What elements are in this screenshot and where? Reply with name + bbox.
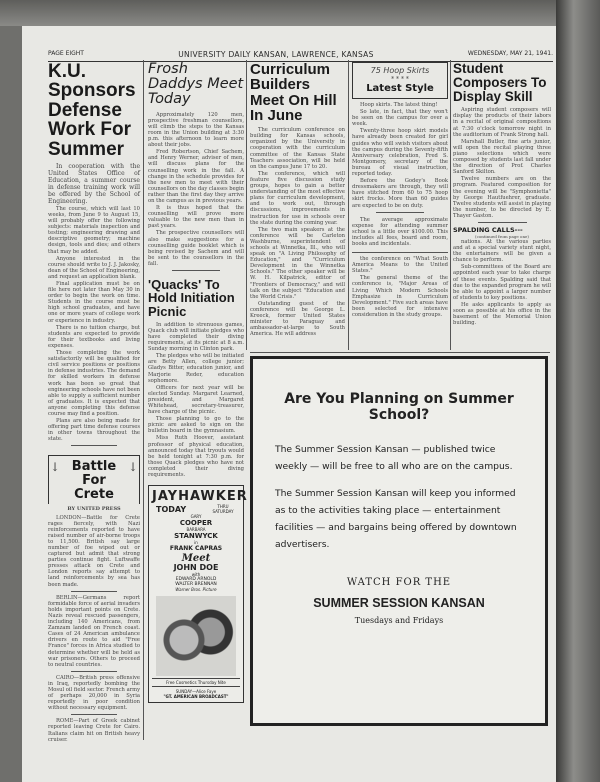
headline: Battle For Crete — [71, 459, 117, 503]
sunday-film-star: SUNDAY—Alice Faye — [175, 689, 217, 695]
ad-watch-label: WATCH FOR THE — [346, 577, 452, 588]
paragraph: Officers for next year will be elected Sunday. Margaret Learned, president, and Margaret Whitehead, secretary-treasurer, have charge of the picnic. — [148, 384, 244, 416]
paragraph: In cooperation with the United States Office of Education, a summer course in defense training work will be offered by the School of Engineering. — [48, 162, 140, 205]
article-defense-work — [48, 62, 140, 449]
headline: Latest Style — [366, 83, 434, 94]
continuation-note: (continued from page one) — [475, 233, 529, 239]
divider — [250, 352, 550, 353]
paragraph: Approximately 120 men, prospective freshman counsellors, will climb the steps to the Kansas room in the Union building at 3:30 p.m. this afternoon to learn more about their jobs. — [148, 111, 244, 149]
film-title: Meet — [181, 553, 211, 565]
paragraph: The course, which will last 10 weeks, from June 9 to August 15, will probably offer the following subjects: materials inspection and testing; engineering drawing and descriptive geometry; machine design, tools and dies; and others that may be added. — [48, 205, 140, 255]
paragraph: The general theme of the conference is, "Major Areas of Living Which Modern Schools Emphasize in Curriculum Development." Five such areas have been selected for intensive consideration in the study groups. — [352, 275, 448, 318]
column-2 — [148, 61, 248, 703]
column-1 — [48, 62, 140, 744]
headline: Frosh Daddys Meet Today — [148, 61, 244, 108]
paragraph: So late, in fact, that they won't be seen on the campus for over a week. — [352, 109, 448, 128]
star-name: STANWYCK — [174, 532, 218, 541]
in-label: in — [194, 540, 198, 546]
paragraph: The curriculum conference on building for Kansas schools, organized by the University in cooperation with the curriculum committee of the Kansas State Teachers association, will be held on the campus June 17 to 20. — [250, 127, 345, 170]
scan-border-right — [556, 0, 600, 782]
column-rule — [143, 60, 144, 740]
ad-title: Are You Planning on Summer School? — [284, 391, 514, 423]
paragraph: Those completing the work satisfactorily will be qualified for civil service positions or positions in defense industries. The demand for skilled workers in defense work has been so great that engineering schools have not been able to supply a sufficient number of graduates. It is expected that anyone completing this defense course may find a position. — [48, 350, 140, 417]
headline: 'Quacks' To Hold Initiation Picnic — [148, 277, 235, 319]
paragraph: The conference, which will feature five discussion study groups, hopes to gain a better understanding of the most effective plans for curriculum development, and to work out, through discussions, improvements in instruction for use in schools over the state during the coming year. — [250, 170, 345, 226]
headline: Student Composers To Display Skill — [453, 61, 547, 104]
page-number: PAGE EIGHT — [48, 50, 84, 57]
director: FRANK CAPRAS — [169, 545, 223, 553]
ad-paragraph: The Summer Session Kansan will keep you informed as to the activities taking place — entertainment facilities — and bargains being offered by downtown advertisers. — [275, 488, 517, 550]
costar: WALTER BRENNAN — [175, 582, 217, 588]
star-first-name: GARY — [190, 514, 202, 520]
paragraph: Twelve numbers are on the program. Featured composition for the evening will be "Symphonietta" by George Hautfuehrer, graduate. Twelve students will assist in playing the number, to be directed by E. Thayer Gaston. — [453, 176, 551, 219]
article-quacks-picnic — [148, 278, 244, 479]
star-first-name: BARBARA — [186, 527, 206, 533]
article-hoop-skirts — [352, 62, 448, 319]
paper-name: UNIVERSITY DAILY KANSAN, LAWRENCE, KANSAS — [178, 50, 374, 59]
arrow-down-icon: ↓ — [127, 460, 138, 475]
headline: SPALDING CALLS--- — [453, 225, 523, 234]
date-range: THRU SATURDAY — [212, 504, 234, 515]
paragraph: Anyone interested in the course should write to J. J. Jakosky, dean of the School of Engineering, and request an application blank. — [48, 255, 140, 280]
paragraph: The prospective counsellors will also make suggestions for a counselling guide booklet which is being revised by Sachem and will be sent to the counsellors in the fall. — [148, 230, 244, 267]
paragraph: Marshall Butler, fine arts junior, will open the recital playing three piano selections which were composed by students last fall under the direction of Prof. Charles Sanford Skilton. — [453, 138, 551, 176]
article-curriculum-builders — [250, 62, 345, 338]
costar: EDWARD ARNOLD — [175, 577, 217, 583]
paragraph: It is thus hoped that the counselling will prove more valuable to the new men than in past years. — [148, 205, 244, 230]
kicker: 75 Hoop Skirts — [370, 66, 430, 75]
star-name: COOPER — [179, 519, 213, 528]
paragraph: There is no tuition charge, but students are expected to provide for their textbooks and living expenses. — [48, 324, 140, 349]
paragraph: the conference on "What South America Means to the United States." — [352, 256, 448, 275]
promo: Free Cosmetics Thursday Nite — [152, 678, 240, 687]
paragraph: Final application must be on file here not later than May 30 in order to begin the work on time. Students in the course must be high school graduates, and have one or more years of college work or experience in industry. — [48, 281, 140, 324]
film-title: JOHN DOE — [173, 563, 219, 573]
paragraph: In addition to strenuous games, Quack club will initiate pledges who have completed their diving requirements, at its picnic at 8 a.m. Sunday morning in Clinton park. — [148, 321, 244, 353]
paragraph: BERLIN—Germans report formidable force of aerial invaders holds important points on Crete. Nazis reveal rescued passengers, including 140 Americans, from Zamzam landed on French coast. Cases of 24 American ambulance drivers en route to aid "Free France" forces in Africa studied to determine whether will be held as war prisoners. Others to proceed to neutral countries. — [48, 594, 140, 668]
paragraph: nations. At the various parties and at a special variety stunt night, the entertainers will be given a chance to perform. — [453, 238, 551, 264]
paragraph: The two main speakers at the conference will be Carleton Washburne, superintendent of schools at Winnetka, Ill., who will speak on "A Living Philosophy of Education," and "Curriculum Development in the Winnetka Schools." The other speaker will be W. H. Kilpatrick, editor of "Frontiers of Democracy," and will talk on the subject "Education and the World Crisis." — [250, 226, 345, 300]
scan-border-top — [0, 0, 600, 26]
summer-session-ad — [250, 356, 548, 726]
sunday-film: "GT. AMERICAN BROADCAST" — [163, 694, 229, 700]
paragraph: Hoop skirts. The latest thing! — [360, 102, 438, 108]
headline: K.U. Sponsors Defense Work For Summer — [48, 61, 136, 160]
paragraph: LONDON—Battle for Crete rages fiercely, with Nazi reinforcements reported to have raised number of air-borne troops to 11,500. British say large number of foe wiped out or captured but admit that strong parties continue fight. Luftwaffe presses attack on Crete and London reports say attempt to land reinforcements by sea has been made. — [48, 514, 140, 588]
paragraph: CAIRO—British press offensive in Iraq, reportedly bombing the Mosul oil field sector. French army of perhaps 20,000 in Syria reportedly in poor condition without necessary equipment. — [48, 674, 140, 712]
column-rule — [246, 60, 247, 350]
ad-schedule: Tuesdays and Fridays — [354, 616, 444, 625]
article-frosh-daddys — [148, 62, 244, 274]
arrow-down-icon: ↓ — [50, 460, 61, 475]
paragraph: Aspiring student composers will display the products of their labors in a recital of original compositions at 7:30 o'clock tomorrow night in the auditorium of Frank Strong hall. — [453, 107, 551, 138]
studio: Warner Bros. Picture — [175, 587, 217, 593]
paragraph: Miss Ruth Hoover, assistant professor of physical education, announced today that tryouts would be held tonight at 7:30 p.m. for those Quack pledges who have not completed their diving requirements. — [148, 435, 244, 478]
paragraph: The pledges who will be initiated are Betty Allen, college junior; Gladys Bitter, education junior, and Marjorie Reder, education sophomore. — [148, 353, 244, 384]
byline: BY UNITED PRESS — [67, 506, 121, 513]
paragraph: He asks applicants to apply as soon as possible at his office in the basement of the Memorial Union building. — [453, 301, 551, 327]
paragraph: Plans are also being made for offering part time defense courses in other towns throughout the state. — [48, 418, 140, 443]
paragraph: Twenty-three hoop skirt models have already been created for girl guides who will swish visitors about the campus during the Seventy-fifth Anniversary celebration, Fred S. Montgomery, secretary of the bureau of visual instruction, reported today. — [352, 128, 448, 178]
paragraph: Those planning to go to the picnic are asked to sign on the bulletin board in the gymnasium. — [148, 416, 244, 435]
article-student-composers — [453, 62, 551, 327]
issue-date: WEDNESDAY, MAY 21, 1941. — [467, 50, 553, 57]
paragraph: Before the Godey's Book dressmakers are through, they will have stitched from 60 to 75 hoop skirt frocks. More than 60 guides are expected to be on duty. — [352, 178, 448, 209]
today-label: TODAY — [156, 504, 187, 514]
ad-publication-name: SUMMER SESSION KANSAN — [313, 596, 485, 610]
film-still-image — [156, 596, 236, 676]
article-battle-for-crete — [48, 455, 140, 743]
ad-paragraph: The Summer Session Kansan — published twice weekly — will be free to all who are on the campus. — [275, 444, 513, 472]
star-divider: * * * * — [391, 76, 409, 83]
movie-ad-jayhawker — [148, 485, 248, 703]
paragraph: ROME—Part of Greek cabinet reported leaving Crete for Cairo. Italians claim hit on British heavy cruiser. — [48, 718, 140, 743]
paragraph: Fred Robertson, Chief Sachem, and Henry Werner, adviser of men, will discuss plans for the counselling work in the fall. A change in the schedule provides for the new men to meet with their counsellors on the day classes begin rather than the first day they arrive on the campus as in previous years. — [148, 149, 244, 204]
theater-name: JAYHAWKER — [152, 489, 248, 505]
paragraph: Sub-committees of the Board are appointed each year to take charge of these events. Spalding said that due to the expanded program he will be able to appoint a larger number of students to key positions. — [453, 264, 551, 301]
column-rule — [450, 60, 451, 350]
with-label: with — [191, 572, 201, 578]
paragraph: The average approximate expense for attending summer school is a little over $100.00. This includes all fees, board and room, books and incidentals. — [352, 216, 448, 247]
paragraph: Outstanding guest of the conference will be George L. Kreeck, former United States minister to Paraguay and ambassador-at-large to South America. He will address — [250, 300, 345, 338]
column-rule — [348, 60, 349, 350]
headline: Curriculum Builders Meet On Hill In June — [250, 61, 337, 124]
